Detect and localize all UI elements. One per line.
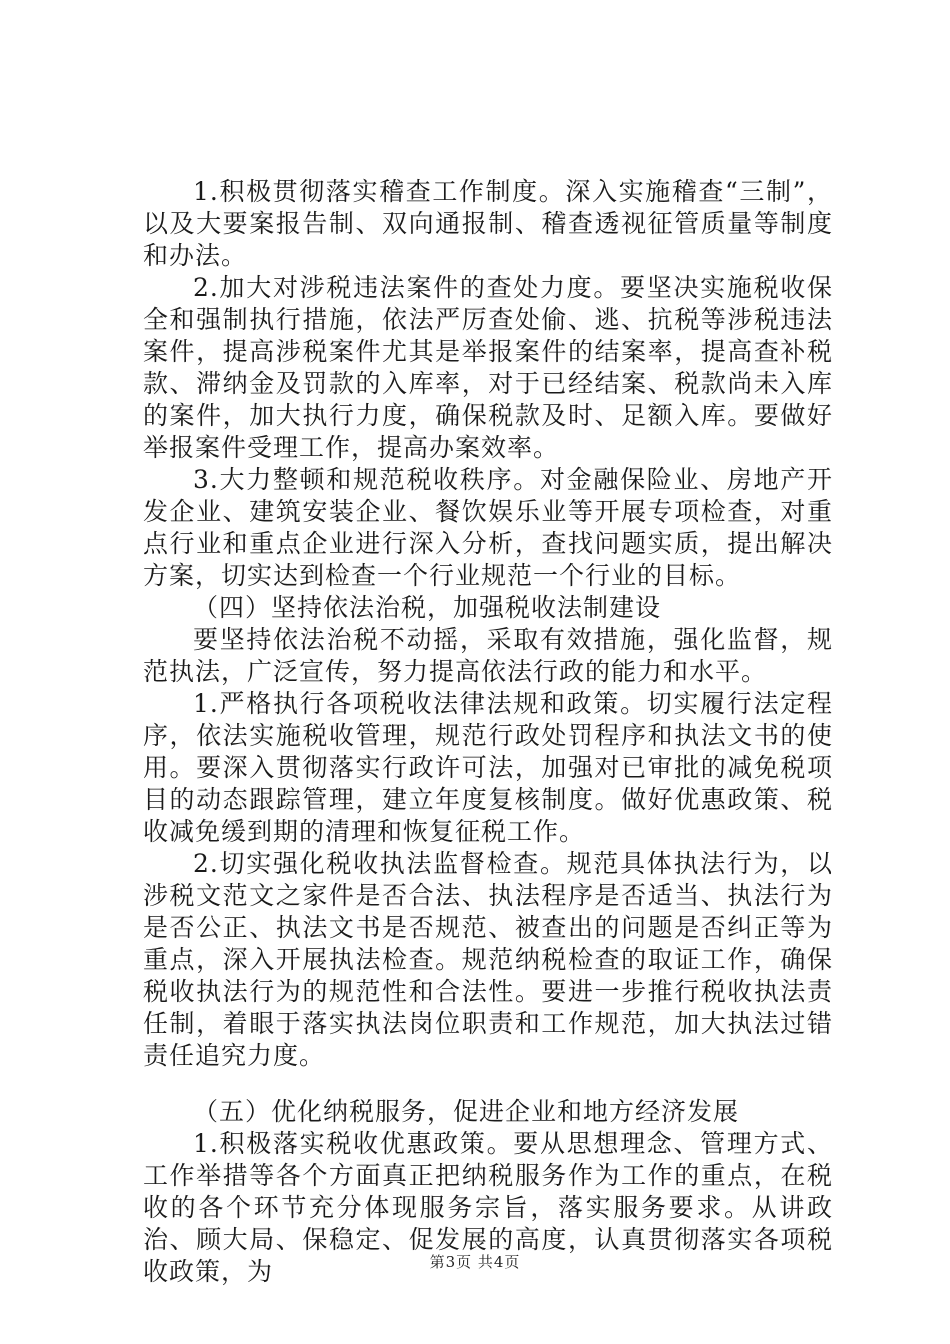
paragraph-laws-policies: 1.严格执行各项税收法律法规和政策。切实履行法定程序，依法实施税收管理，规范行政处罚程序和执法文书的使用。要深入贯彻落实行政许可法，加强对已审批的减免税项目的动态跟踪管理，建立年度复核制度。做好优惠政策、税收减免缓到期的清理和恢复征税工作。 — [143, 689, 833, 846]
paragraph-enforcement-supervision: 2.切实强化税收执法监督检查。规范具体执法行为，以涉税文范文之家件是否合法、执法程序是否适当、执法行为是否公正、执法文书是否规范、被查出的问题是否纠正等为重点，深入开展执法检查。规范纳税检查的取证工作，确保税收执法行为的规范性和合法性。要进一步推行税收执法责任制，着眼于落实执法岗位职责和工作规范，加大执法过错责任追究力度。 — [143, 849, 833, 1070]
paragraph-tax-crime-enforcement: 2.加大对涉税违法案件的查处力度。要坚决实施税收保全和强制执行措施，依法严厉查处偷、逃、抗税等涉税违法案件，提高涉税案件尤其是举报案件的结案率，提高查补税款、滞纳金及罚款的入库率，对于已经结案、税款尚未入库的案件，加大执行力度，确保税款及时、足额入库。要做好举报案件受理工作，提高办案效率。 — [143, 273, 833, 462]
paragraph-audit-system: 1.积极贯彻落实稽查工作制度。深入实施稽查“三制”，以及大要案报告制、双向通报制、稽查透视征管质量等制度和办法。 — [143, 177, 833, 270]
paragraph-gap — [143, 1072, 833, 1096]
section-heading-4: （四）坚持依法治税，加强税收法制建设 — [193, 593, 662, 622]
document-body — [143, 176, 833, 1288]
page-footer: 第3页 共4页 — [429, 1253, 521, 1271]
paragraph-section-4-intro: 要坚持依法治税不动摇，采取有效措施，强化监督，规范执法，广泛宣传，努力提高依法行政的能力和水平。 — [143, 625, 833, 686]
paragraph-tax-order: 3.大力整顿和规范税收秩序。对金融保险业、房地产开发企业、建筑安装企业、餐饮娱乐业等开展专项检查，对重点行业和重点企业进行深入分析，查找问题实质，提出解决方案，切实达到检查一个行业规范一个行业的目标。 — [143, 465, 833, 590]
section-heading-5: （五）优化纳税服务，促进企业和地方经济发展 — [193, 1097, 740, 1126]
paragraph-tax-incentives: 1.积极落实税收优惠政策。要从思想理念、管理方式、工作举措等各个方面真正把纳税服务作为工作的重点，在税收的各个环节充分体现服务宗旨，落实服务要求。从讲政治、顾大局、保稳定、促发展的高度，认真贯彻落实各项税收政策，为 — [143, 1129, 833, 1286]
